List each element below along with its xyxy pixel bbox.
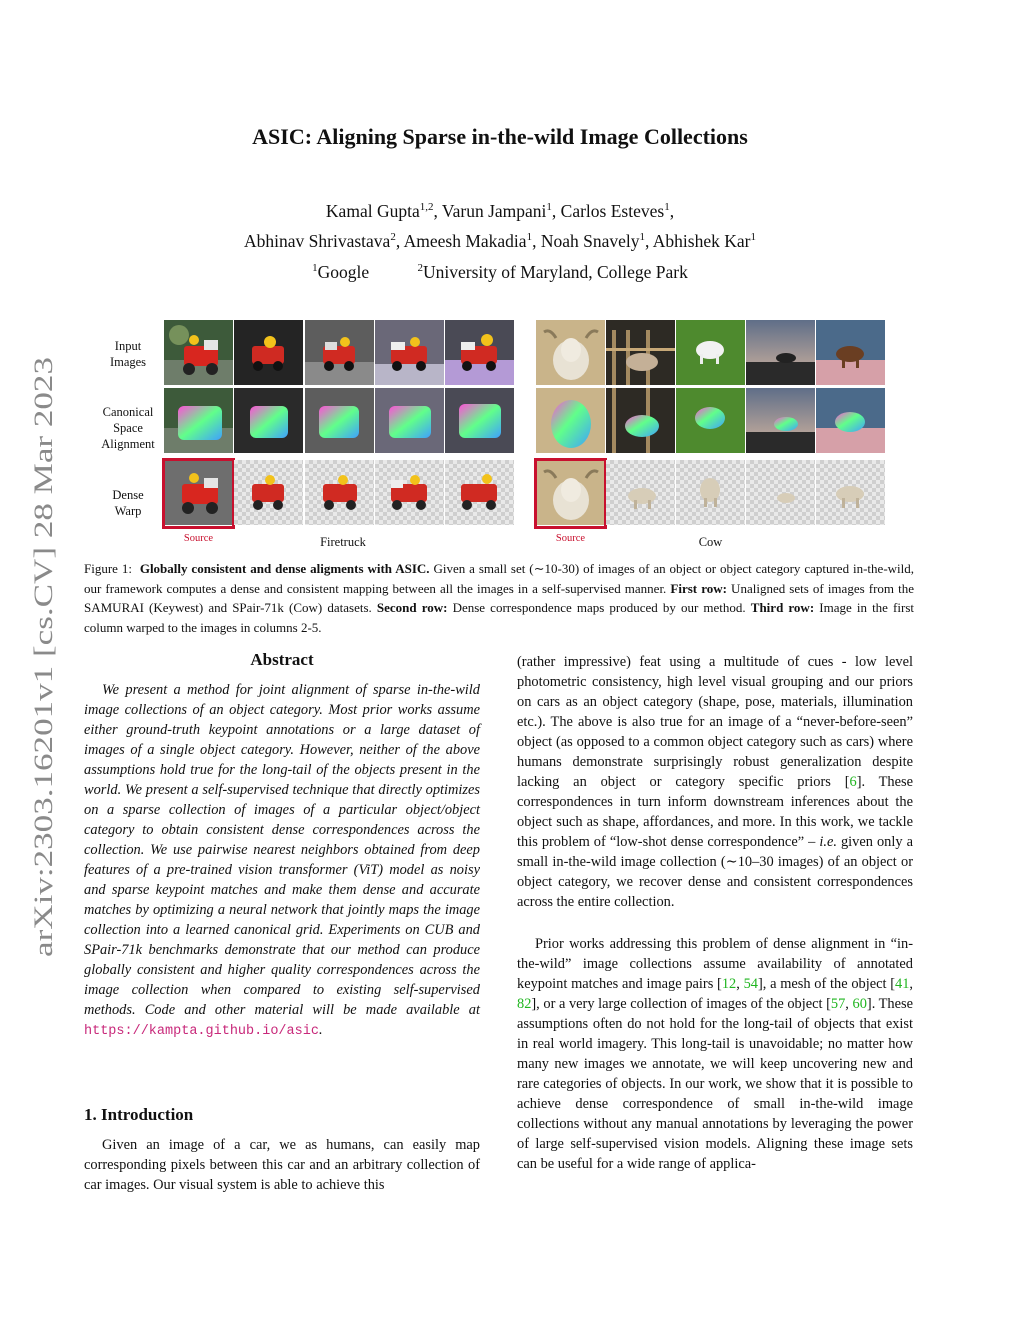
author-sup: 1 [526, 230, 533, 243]
author-sup: 2 [390, 230, 396, 243]
paper-title: ASIC: Aligning Sparse in-the-wild Image Collections [252, 124, 748, 149]
citation-link[interactable]: 12 [721, 976, 737, 992]
row-label-warp: Dense Warp [112, 488, 144, 518]
cow-canonical-map [816, 388, 885, 453]
right-column-paragraph-1: (rather impressive) feat using a multitude of cues - low level photometric consistency, high level visual grouping and our priors on cars as an object category (shape, pose, materials, illumination etc.). The above is also true for an image of a “never-before-seen” object (as opposed to a common object category such as cars) where humans demonstrate surprisingly robust generalization despite lacking an object or category specific priors [6]. These correspondences in turn inform downstream inferences about the object such as shape, affordances, and more. In this work, we tackle this problem of “low-shot dense correspondence” – i.e. given only a small in-the-wild image collection (∼10–30 images) of an object or object category, we recover dense and consistent correspondences across the entire collection. [517, 654, 913, 910]
row-label-input: Input Images [109, 339, 147, 369]
cow-input-image [606, 320, 675, 385]
cow-input-image [816, 320, 885, 385]
firetruck-canonical-map [445, 388, 514, 453]
abstract-heading: Abstract [250, 650, 314, 669]
figure-caption: Figure 1: Globally consistent and dense aligments with ASIC. Given a small set (∼10-30) of images of an object or object category captured in-the-wild, our framework computes a dense and consistent mapping between all the images in a self-supervised manner. First row: Unaligned sets of images from the SAMURAI (Keywest) and SPair-71k (Cow) datasets. Second row: Dense correspondence maps produced by our method. Third row: Image in the first column warped to the images in columns 2-5. [84, 561, 915, 635]
cow-canonical-map [676, 388, 745, 453]
section-heading-introduction: 1. Introduction [84, 1105, 194, 1124]
cow-warped-image [676, 460, 745, 525]
firetruck-canonical-map [305, 388, 374, 453]
author-name: Kamal Gupta [325, 200, 420, 221]
author-name: Varun Jampani [441, 200, 547, 221]
cow-warped-image [606, 460, 675, 525]
cow-canonical-map [606, 388, 675, 453]
intro-paragraph: Given an image of a car, we as humans, can easily map corresponding pixels between this car and an arbitrary collection of car images. Our visual system is able to achieve this [84, 1137, 480, 1193]
author-sep: , [532, 230, 541, 251]
source-highlight-box [534, 458, 607, 529]
citation-link[interactable]: 57 [830, 996, 846, 1012]
firetruck-warped-image [234, 460, 303, 525]
firetruck-warped-image [305, 460, 374, 525]
author-sep: , [551, 200, 561, 221]
author-list [0, 194, 1000, 254]
author-name: Carlos Esteves [560, 200, 665, 221]
cow-input-image [536, 320, 605, 385]
arxiv-stamp-text: arXiv:2303.16201v1 [cs.CV] 28 Mar 2023 [29, 512, 58, 957]
author-line-1 [0, 194, 1000, 224]
firetruck-input-image [234, 320, 303, 385]
citation-link[interactable]: 6 [849, 774, 857, 790]
author-sep: , [433, 200, 442, 221]
author-sup: 1 [664, 201, 670, 213]
right-column-paragraph-2: Prior works addressing this problem of dense alignment in “in-the-wild” image collections assume availability of annotated keypoint matches and image pairs [12, 54], a mesh of the object [41, 82], or a very large collection of images of the object [57, 60]. These assumptions often do not hold for the long-tail of objects that exist in real world imagery. This long-tail is unavoidable; no matter how many new images we annotate, we will keep uncovering new and rare categories of objects. In our work, we show that it is possible to achieve dense correspondence of small in-the-wild image collections without any manual annotations by leveraging the power of large self-supervised vision models. Aligning these image sets can be useful for a wide range of applica- [517, 936, 914, 1172]
citation-link[interactable]: 82 [517, 996, 532, 1012]
group-label-cow: Cow [698, 535, 723, 549]
cow-canonical-map [746, 388, 815, 453]
group-label-firetruck: Firetruck [320, 535, 366, 549]
firetruck-source-label: Source [183, 533, 214, 544]
cow-warped-image [746, 460, 815, 525]
citation-link[interactable]: 60 [852, 996, 867, 1012]
firetruck-input-image [305, 320, 374, 385]
firetruck-warped-image [445, 460, 514, 525]
author-sep: , [395, 230, 404, 251]
cow-source-label: Source [555, 533, 586, 544]
affiliations [0, 262, 1000, 283]
row-label-canonical: Canonical Space Alignment [101, 405, 155, 451]
firetruck-warped-image [375, 460, 444, 525]
cow-input-image [746, 320, 815, 385]
source-highlight-box [162, 458, 235, 529]
author-sep: , [669, 200, 675, 221]
author-name: Abhinav Shrivastava [244, 230, 391, 251]
citation-link[interactable]: 54 [743, 976, 758, 992]
cow-input-image [676, 320, 745, 385]
arxiv-stamp [16, 350, 64, 965]
author-sup: 1 [750, 230, 756, 243]
author-name: Ameesh Makadia [403, 230, 527, 251]
author-sup: 1,2 [419, 201, 434, 213]
firetruck-canonical-map [375, 388, 444, 453]
author-line-2 [0, 224, 1000, 254]
affiliation-umd: $^2$University of Maryland, College Park [417, 262, 688, 282]
firetruck-input-image [375, 320, 444, 385]
firetruck-input-image [445, 320, 514, 385]
project-link[interactable]: https://kampta.github.io/asic [84, 1024, 319, 1039]
author-sup: 1 [546, 201, 552, 213]
cow-warped-image [816, 460, 885, 525]
firetruck-canonical-map [234, 388, 303, 453]
affiliation-google: $^1$Google [312, 262, 370, 282]
firetruck-canonical-map [164, 388, 233, 453]
cow-canonical-map [536, 388, 605, 453]
author-name: Abhishek Kar [652, 230, 751, 251]
citation-link[interactable]: 41 [895, 976, 910, 992]
author-sep: , [644, 230, 653, 251]
author-name: Noah Snavely [540, 230, 640, 251]
firetruck-input-image [164, 320, 233, 385]
author-sup: 1 [639, 230, 645, 243]
abstract-text: We present a method for joint alignment of sparse in-the-wild image collections of an object category. Most prior works assume either ground-truth keypoint annotations or a large dataset of images of a single object category. However, neither of the above assumptions hold true for the long-tail of the objects present in the world. We present a self-supervised technique that directly optimizes on a sparse collection of images of a particular object/object category to obtain consistent dense correspondences across the collection. We use pairwise nearest neighbors obtained from deep features of a pre-trained vision transformer (ViT) model as noisy and sparse keypoint matches and make them dense and accurate matches by optimizing a neural network that jointly maps the image collection into a learned canonical grid. Experiments on CUB and SPair-71k benchmarks demonstrate that our method can produce globally consistent and higher quality correspondences across the image collection when compared to existing self-supervised methods. Code and other material will be made available at https://kampta.github.io/asic. [84, 682, 480, 1039]
